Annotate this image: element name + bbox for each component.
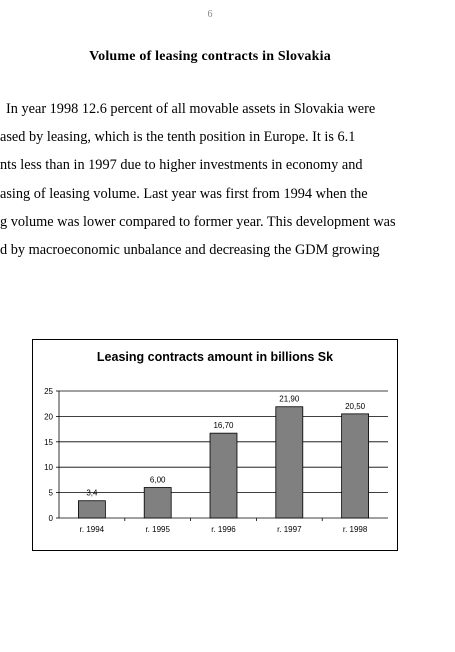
paragraph-line: asing of leasing volume. Last year was first from 1994 when the [0, 186, 368, 202]
section-heading: Volume of leasing contracts in Slovakia [89, 49, 331, 64]
x-tick-label: r. 1996 [211, 525, 236, 534]
paragraph-line: ased by leasing, which is the tenth position in Europe. It is 6.1 [0, 129, 356, 145]
paragraph-line: nts less than in 1997 due to higher investments in economy and [0, 157, 363, 173]
bar [210, 433, 237, 518]
data-label: 16,70 [213, 421, 234, 431]
bar [78, 501, 105, 518]
data-label: 3,4 [86, 488, 98, 498]
y-tick-label: 20 [44, 412, 53, 422]
bar [144, 488, 171, 518]
data-label: 6,00 [149, 475, 166, 485]
y-tick-label: 15 [44, 437, 53, 447]
data-label: 20,50 [345, 401, 366, 411]
y-tick-label: 5 [48, 488, 53, 498]
y-tick-label: 25 [44, 387, 53, 396]
chart-title: Leasing contracts amount in billions Sk [96, 350, 334, 364]
bar [342, 414, 369, 518]
x-tick-label: r. 1997 [277, 525, 302, 534]
x-tick-label: r. 1998 [342, 525, 368, 534]
paragraph-line: g volume was lower compared to former year. This development was [0, 214, 396, 230]
bar [276, 407, 303, 518]
chart-frame [32, 339, 398, 551]
paragraph-line: In year 1998 12.6 percent of all movable assets in Slovakia were [6, 101, 376, 117]
bar-chart [33, 340, 397, 550]
x-tick-label: r. 1994 [79, 525, 105, 534]
page-number: 6 [207, 9, 213, 20]
data-label: 21,90 [279, 394, 300, 404]
paragraph-line: d by macroeconomic unbalance and decreasing the GDM growing [0, 242, 380, 258]
y-tick-label: 10 [44, 463, 53, 473]
x-tick-label: r. 1995 [145, 525, 170, 534]
y-tick-label: 0 [48, 514, 53, 523]
